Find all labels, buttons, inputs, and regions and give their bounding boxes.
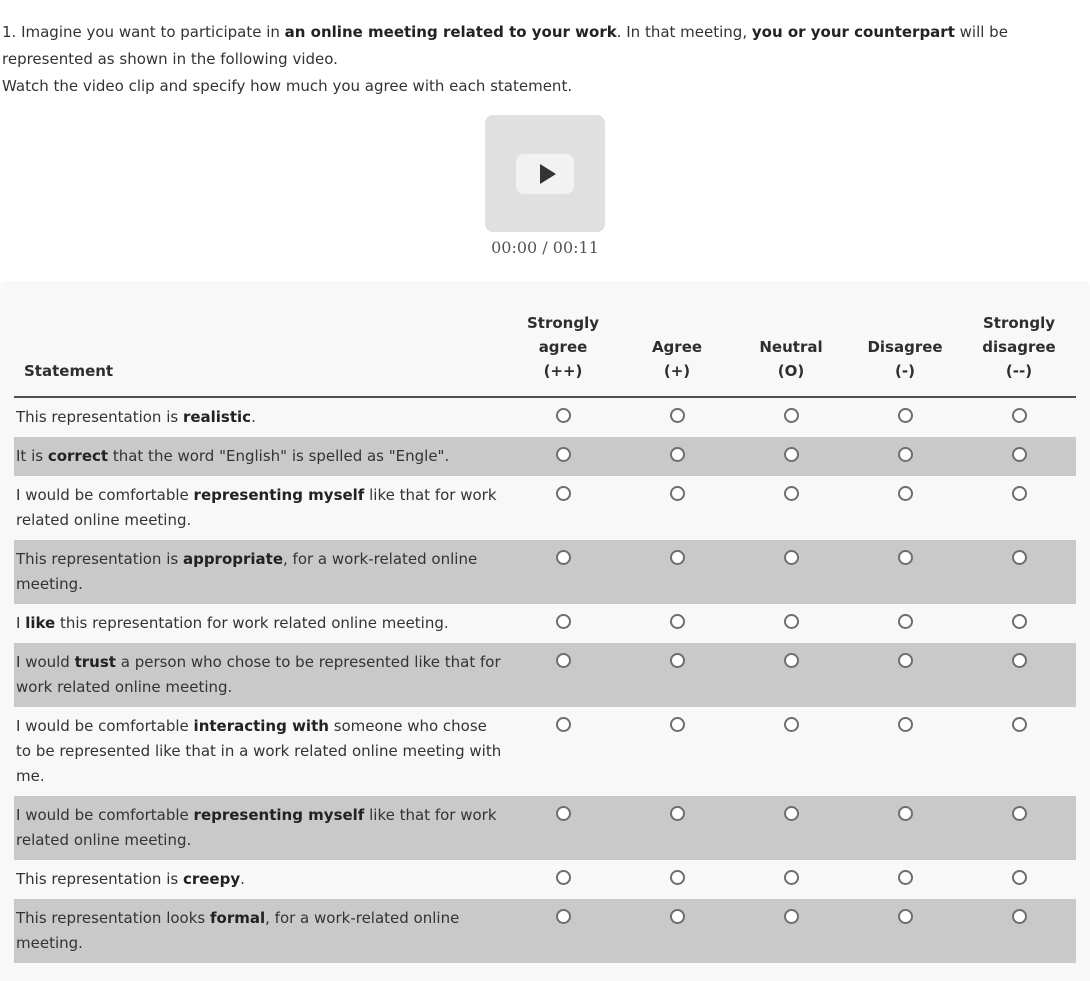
option-cell <box>506 796 620 860</box>
option-cell <box>506 540 620 604</box>
option-cell <box>962 707 1076 796</box>
radio-agree[interactable] <box>670 614 685 629</box>
statement-row <box>14 899 1076 963</box>
column-header-neutral <box>734 281 848 397</box>
question-mid: . In that meeting, <box>616 23 752 41</box>
option-cell <box>848 643 962 707</box>
radio-strongly-disagree[interactable] <box>1012 806 1027 821</box>
column-symbol: (--) <box>1005 362 1033 380</box>
radio-strongly-agree[interactable] <box>556 447 571 462</box>
question-emphasis-counterpart: you or your counterpart <box>751 23 955 41</box>
statement-text: This representation is appropriate, for a work-related online meeting. <box>16 550 478 593</box>
option-cell <box>620 796 734 860</box>
option-cell <box>962 437 1076 476</box>
radio-agree[interactable] <box>670 486 685 501</box>
header-row <box>14 281 1076 397</box>
radio-neutral[interactable] <box>784 870 799 885</box>
option-cell <box>620 604 734 643</box>
radio-neutral[interactable] <box>784 486 799 501</box>
option-cell <box>962 476 1076 540</box>
radio-strongly-disagree[interactable] <box>1012 717 1027 732</box>
option-cell <box>734 476 848 540</box>
column-label: Agree <box>651 338 703 356</box>
option-cell <box>734 540 848 604</box>
video-time: 00:00 / 00:11 <box>491 238 599 257</box>
column-symbol: (-) <box>895 362 915 380</box>
option-cell <box>620 899 734 963</box>
play-icon <box>540 164 556 184</box>
radio-strongly-agree[interactable] <box>556 653 571 668</box>
statement-row <box>14 604 1076 643</box>
option-cell <box>848 604 962 643</box>
option-cell <box>848 899 962 963</box>
statement-text: This representation is realistic. <box>16 408 256 426</box>
radio-strongly-disagree[interactable] <box>1012 870 1027 885</box>
option-cell <box>506 899 620 963</box>
option-cell <box>506 604 620 643</box>
option-cell <box>506 707 620 796</box>
statement-row <box>14 437 1076 476</box>
radio-agree[interactable] <box>670 550 685 565</box>
radio-neutral[interactable] <box>784 909 799 924</box>
radio-strongly-agree[interactable] <box>556 408 571 423</box>
option-cell <box>620 707 734 796</box>
option-cell <box>506 476 620 540</box>
question-tail: will be represented as shown in the following video. <box>2 23 1008 68</box>
option-cell <box>620 476 734 540</box>
radio-strongly-disagree[interactable] <box>1012 653 1027 668</box>
radio-strongly-disagree[interactable] <box>1012 486 1027 501</box>
column-label: Strongly agree <box>526 314 599 356</box>
column-symbol: (O) <box>777 362 805 380</box>
survey-section <box>0 281 1090 981</box>
radio-agree[interactable] <box>670 909 685 924</box>
radio-neutral[interactable] <box>784 550 799 565</box>
question-emphasis-meeting: an online meeting related to your work <box>284 23 617 41</box>
option-cell <box>848 796 962 860</box>
radio-disagree[interactable] <box>898 614 913 629</box>
statement-row <box>14 643 1076 707</box>
option-cell <box>734 397 848 437</box>
radio-disagree[interactable] <box>898 653 913 668</box>
radio-neutral[interactable] <box>784 806 799 821</box>
option-cell <box>620 860 734 899</box>
statements-body <box>14 397 1076 963</box>
column-header-agree <box>620 281 734 397</box>
column-label: Neutral <box>759 338 823 356</box>
play-button[interactable] <box>516 154 574 194</box>
video-player[interactable] <box>485 115 605 232</box>
question-lead: 1. Imagine you want to participate in <box>2 23 285 41</box>
option-cell <box>734 437 848 476</box>
radio-disagree[interactable] <box>898 870 913 885</box>
option-cell <box>620 437 734 476</box>
option-cell <box>506 643 620 707</box>
statement-text: I would be comfortable representing myself like that for work related online meeting. <box>16 486 497 529</box>
likert-table <box>14 281 1076 963</box>
statement-row <box>14 540 1076 604</box>
radio-agree[interactable] <box>670 408 685 423</box>
option-cell <box>506 437 620 476</box>
radio-disagree[interactable] <box>898 717 913 732</box>
option-cell <box>848 707 962 796</box>
radio-neutral[interactable] <box>784 614 799 629</box>
option-cell <box>620 643 734 707</box>
option-cell <box>620 540 734 604</box>
statement-row <box>14 397 1076 437</box>
option-cell <box>962 796 1076 860</box>
statement-text: I would be comfortable interacting with someone who chose to be represented like that in a work related online meeting with me. <box>16 717 502 785</box>
statement-text: This representation is creepy. <box>16 870 245 888</box>
radio-disagree[interactable] <box>898 447 913 462</box>
radio-disagree[interactable] <box>898 408 913 423</box>
radio-strongly-disagree[interactable] <box>1012 909 1027 924</box>
column-header-disagree <box>848 281 962 397</box>
radio-strongly-disagree[interactable] <box>1012 408 1027 423</box>
column-header-strongly-disagree <box>962 281 1076 397</box>
radio-disagree[interactable] <box>898 486 913 501</box>
statement-text: It is correct that the word "English" is spelled as "Engle". <box>16 447 450 465</box>
option-cell <box>734 860 848 899</box>
column-label: Disagree <box>867 338 943 356</box>
option-cell <box>506 397 620 437</box>
radio-disagree[interactable] <box>898 806 913 821</box>
statement-row <box>14 860 1076 899</box>
option-cell <box>848 397 962 437</box>
option-cell <box>734 604 848 643</box>
column-symbol: (++) <box>543 362 583 380</box>
option-cell <box>734 707 848 796</box>
column-header-statement: Statement <box>14 281 506 397</box>
radio-agree[interactable] <box>670 870 685 885</box>
statement-text: I like this representation for work related online meeting. <box>16 614 449 632</box>
radio-strongly-agree[interactable] <box>556 486 571 501</box>
statement-row <box>14 707 1076 796</box>
option-cell <box>620 397 734 437</box>
option-cell <box>848 437 962 476</box>
option-cell <box>734 899 848 963</box>
option-cell <box>848 860 962 899</box>
video-player-area <box>0 115 1090 257</box>
radio-strongly-agree[interactable] <box>556 806 571 821</box>
radio-strongly-agree[interactable] <box>556 550 571 565</box>
radio-neutral[interactable] <box>784 653 799 668</box>
option-cell <box>848 476 962 540</box>
radio-agree[interactable] <box>670 447 685 462</box>
option-cell <box>962 397 1076 437</box>
option-cell <box>962 643 1076 707</box>
option-cell <box>962 604 1076 643</box>
radio-strongly-agree[interactable] <box>556 870 571 885</box>
question-text <box>0 15 1090 100</box>
option-cell <box>734 796 848 860</box>
option-cell <box>506 860 620 899</box>
statement-row <box>14 476 1076 540</box>
radio-strongly-agree[interactable] <box>556 717 571 732</box>
statement-text: This representation looks formal, for a work-related online meeting. <box>16 909 460 952</box>
statement-text: I would trust a person who chose to be represented like that for work related online meeting. <box>16 653 501 696</box>
radio-strongly-agree[interactable] <box>556 614 571 629</box>
radio-strongly-disagree[interactable] <box>1012 614 1027 629</box>
question-instruction: Watch the video clip and specify how much you agree with each statement. <box>2 77 573 95</box>
radio-strongly-agree[interactable] <box>556 909 571 924</box>
option-cell <box>962 540 1076 604</box>
statement-text: I would be comfortable representing myself like that for work related online meeting. <box>16 806 497 849</box>
radio-agree[interactable] <box>670 806 685 821</box>
column-label: Strongly disagree <box>982 314 1056 356</box>
option-cell <box>848 540 962 604</box>
radio-neutral[interactable] <box>784 408 799 423</box>
radio-disagree[interactable] <box>898 550 913 565</box>
column-symbol: (+) <box>663 362 691 380</box>
statement-row <box>14 796 1076 860</box>
radio-strongly-disagree[interactable] <box>1012 447 1027 462</box>
radio-agree[interactable] <box>670 717 685 732</box>
radio-neutral[interactable] <box>784 717 799 732</box>
option-cell <box>962 860 1076 899</box>
column-header-strongly-agree <box>506 281 620 397</box>
option-cell <box>962 899 1076 963</box>
radio-agree[interactable] <box>670 653 685 668</box>
radio-neutral[interactable] <box>784 447 799 462</box>
radio-disagree[interactable] <box>898 909 913 924</box>
radio-strongly-disagree[interactable] <box>1012 550 1027 565</box>
option-cell <box>734 643 848 707</box>
